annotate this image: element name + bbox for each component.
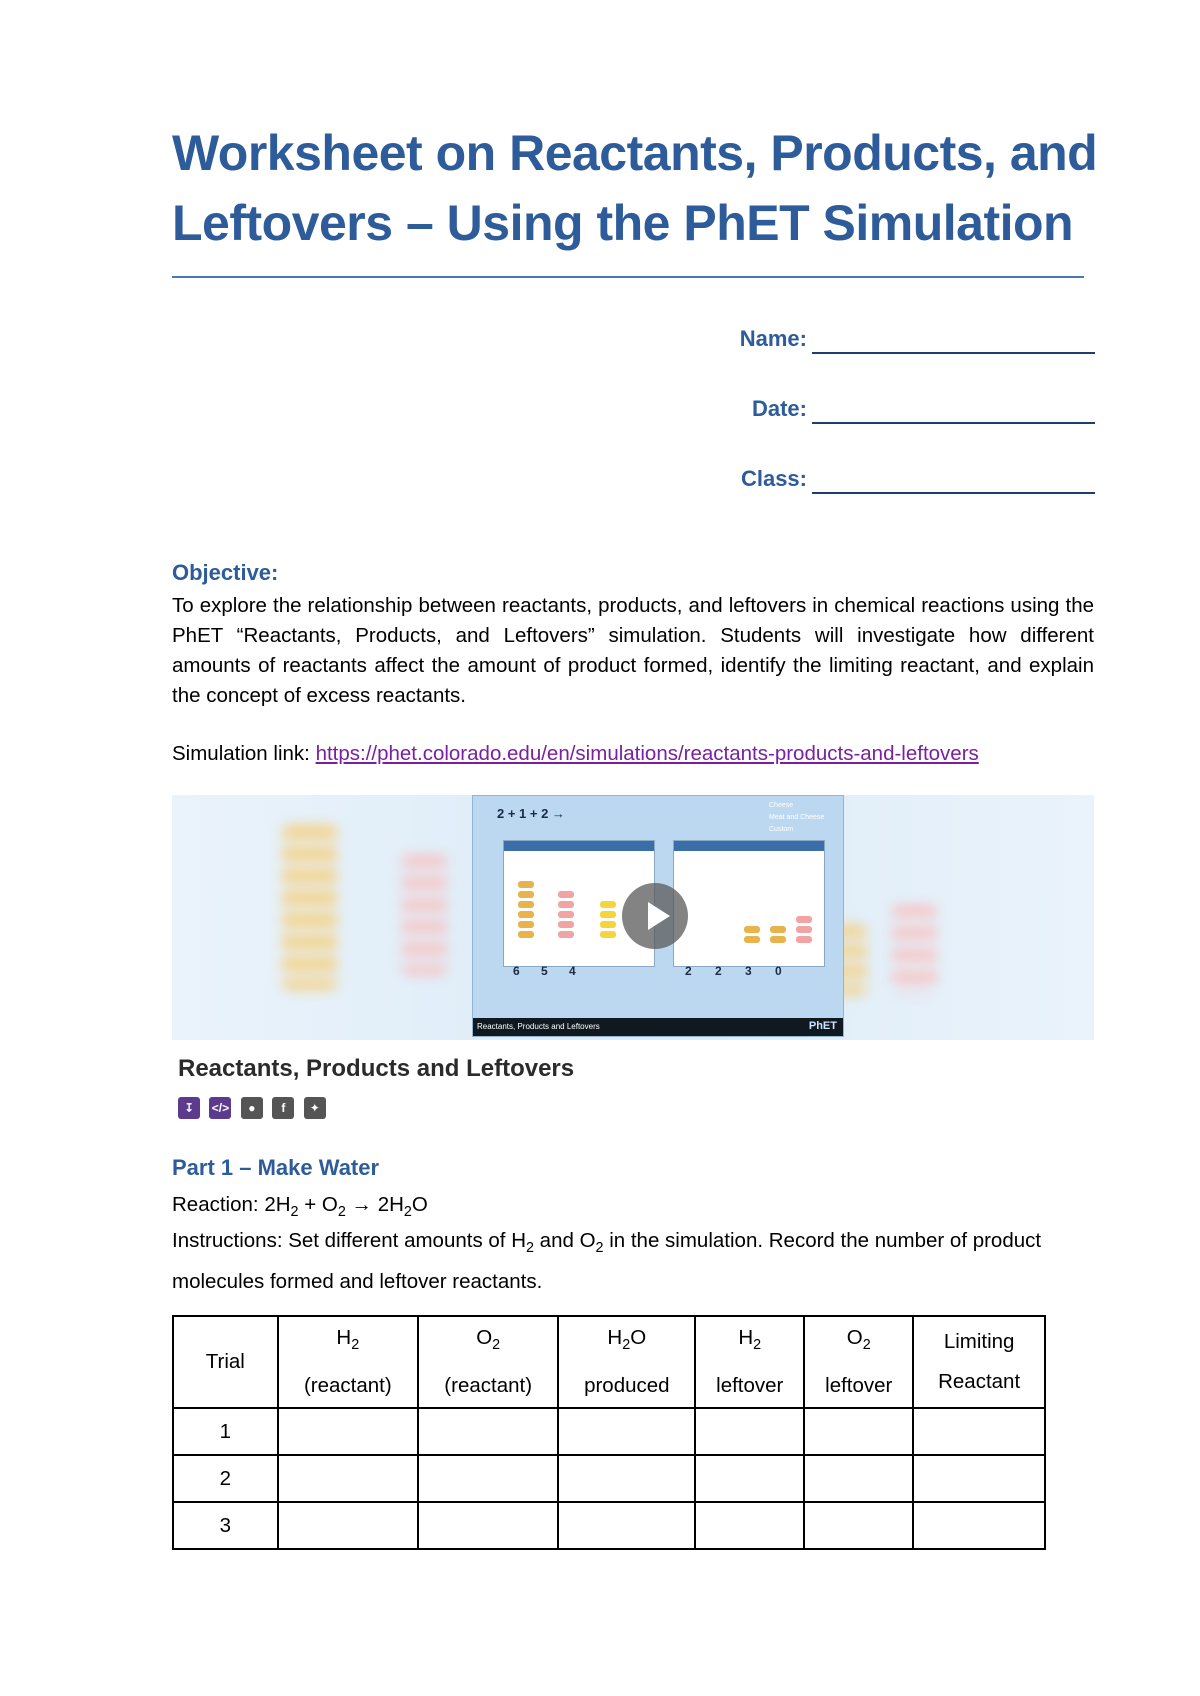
- table-cell[interactable]: [418, 1408, 558, 1455]
- table-row: [173, 1502, 1045, 1549]
- part1-heading: Part 1 – Make Water: [172, 1155, 380, 1180]
- reaction-prefix: Reaction:: [172, 1193, 265, 1216]
- simulation-link[interactable]: https://phet.colorado.edu/en/simulations/reactants-products-and-leftovers: [315, 742, 979, 765]
- instructions-part-c: in the simulation. Record the number of product molecules formed and leftover reactants.: [172, 1229, 1042, 1294]
- col-limit-line1: Limiting: [943, 1330, 1015, 1353]
- col-h2o-sub: produced: [584, 1373, 670, 1397]
- video-thumbnail[interactable]: [172, 795, 1094, 1040]
- col-header-h2-reactant: $H_2$ (reactant): [278, 1316, 418, 1408]
- instructions-part-b: and O: [533, 1229, 596, 1252]
- table-cell[interactable]: [418, 1502, 558, 1549]
- col-o2-sub: (reactant): [444, 1373, 533, 1397]
- date-field: [700, 390, 1095, 460]
- blurred-meat-stack: [402, 855, 447, 975]
- sim-option-meat-cheese: Meat and Cheese: [769, 814, 825, 821]
- student-info-fields: [700, 320, 1095, 530]
- col-header-h2o-produced: $H_2O$ produced: [558, 1316, 695, 1408]
- col-h2left-sub: leftover: [716, 1373, 784, 1397]
- table-cell[interactable]: [695, 1455, 804, 1502]
- table-cell[interactable]: [695, 1502, 804, 1549]
- reaction-line: [172, 1190, 1094, 1227]
- share-icon-row: [178, 1097, 331, 1119]
- class-field-blank[interactable]: [812, 492, 1095, 494]
- sim-footer-bar: [473, 1018, 843, 1036]
- title-line-2: Leftovers – Using the PhET Simulation: [172, 195, 1074, 251]
- facebook-icon[interactable]: f: [272, 1097, 294, 1119]
- col-limit-line2: Reactant: [938, 1370, 1021, 1393]
- col-header-limiting: [913, 1316, 1045, 1408]
- col-header-o2-leftover: $O_2$ leftover: [804, 1316, 913, 1408]
- objective-heading: Objective:: [172, 560, 279, 585]
- sim-footer-title: Reactants, Products and Leftovers: [477, 1022, 600, 1031]
- table-cell[interactable]: [804, 1455, 913, 1502]
- col-header-trial: Trial: [173, 1316, 278, 1408]
- table-cell[interactable]: [278, 1455, 418, 1502]
- table-cell[interactable]: [913, 1408, 1045, 1455]
- blurred-bread-stack: [282, 825, 337, 990]
- table-cell[interactable]: [913, 1502, 1045, 1549]
- col-h2-sub: (reactant): [303, 1373, 392, 1397]
- trial-number: 3: [173, 1502, 278, 1549]
- class-field-label: Class:: [740, 466, 807, 491]
- title-divider: [172, 276, 1084, 278]
- play-button[interactable]: [622, 883, 688, 949]
- name-field-label: Name:: [739, 326, 807, 351]
- name-field-blank[interactable]: [812, 352, 1095, 354]
- video-title: Reactants, Products and Leftovers: [178, 1055, 575, 1082]
- title-line-1: Worksheet on Reactants, Products, and: [172, 125, 1098, 181]
- table-cell[interactable]: [278, 1502, 418, 1549]
- embed-icon[interactable]: </>: [209, 1097, 231, 1119]
- objective-text: To explore the relationship between reactants, products, and leftovers in chemical reactions using the PhET “Reactants, Products, and Leftovers” simulation. Students will investigate how different amounts of reactants affect the amount of product formed, identify the limiting reactant, and explain the concept of excess reactants.: [172, 594, 1094, 707]
- phet-logo: PhET: [808, 1020, 837, 1032]
- table-cell[interactable]: [804, 1502, 913, 1549]
- part1-instructions: Instructions: Set different amounts of $H_2$ and $O_2$ in the simulation. Record the number of product molecules formed and leftover reactants.: [172, 1229, 1042, 1294]
- twitter-icon[interactable]: ✦: [304, 1097, 326, 1119]
- table-cell[interactable]: [558, 1502, 695, 1549]
- download-icon[interactable]: ↧: [178, 1097, 200, 1119]
- water-data-table: [172, 1315, 1046, 1550]
- sim-option-cheese: Cheese: [769, 802, 794, 809]
- table-cell[interactable]: [695, 1408, 804, 1455]
- trial-number: 2: [173, 1455, 278, 1502]
- page-title: [172, 118, 1102, 258]
- blurred-meat-stack-right: [892, 905, 937, 995]
- date-field-label: Date:: [751, 396, 807, 421]
- col-o2left-sub: leftover: [825, 1373, 893, 1397]
- sim-after-counts: 2 2 3 0: [685, 964, 782, 978]
- trial-number: 1: [173, 1408, 278, 1455]
- table-row: [173, 1408, 1045, 1455]
- sim-equation: 2 + 1 + 2 →: [497, 806, 565, 821]
- sim-option-custom: Custom: [769, 826, 794, 833]
- sim-after-box: [673, 840, 825, 967]
- table-cell[interactable]: [913, 1455, 1045, 1502]
- sim-before-counts: 6 5 4: [513, 964, 576, 978]
- table-cell[interactable]: [558, 1455, 695, 1502]
- table-cell[interactable]: [418, 1455, 558, 1502]
- table-header-row: [173, 1316, 1045, 1408]
- instructions-part-a: Instructions: Set different amounts of H: [172, 1229, 526, 1252]
- table-cell[interactable]: [558, 1408, 695, 1455]
- play-icon: [648, 902, 670, 930]
- col-header-h2-leftover: $H_2$ leftover: [695, 1316, 804, 1408]
- reaction-equation: $2H_2 + O_2 \to 2H_2O$: [264, 1193, 428, 1221]
- date-field-blank[interactable]: [812, 422, 1095, 424]
- sim-options: [769, 800, 824, 836]
- simulation-link-line: [172, 742, 979, 766]
- person-icon[interactable]: ●: [241, 1097, 263, 1119]
- table-cell[interactable]: [278, 1408, 418, 1455]
- name-field: [700, 320, 1095, 390]
- simulation-link-label: Simulation link:: [172, 742, 310, 765]
- col-header-o2-reactant: $O_2$ (reactant): [418, 1316, 558, 1408]
- table-cell[interactable]: [804, 1408, 913, 1455]
- table-row: [173, 1455, 1045, 1502]
- class-field: [700, 460, 1095, 530]
